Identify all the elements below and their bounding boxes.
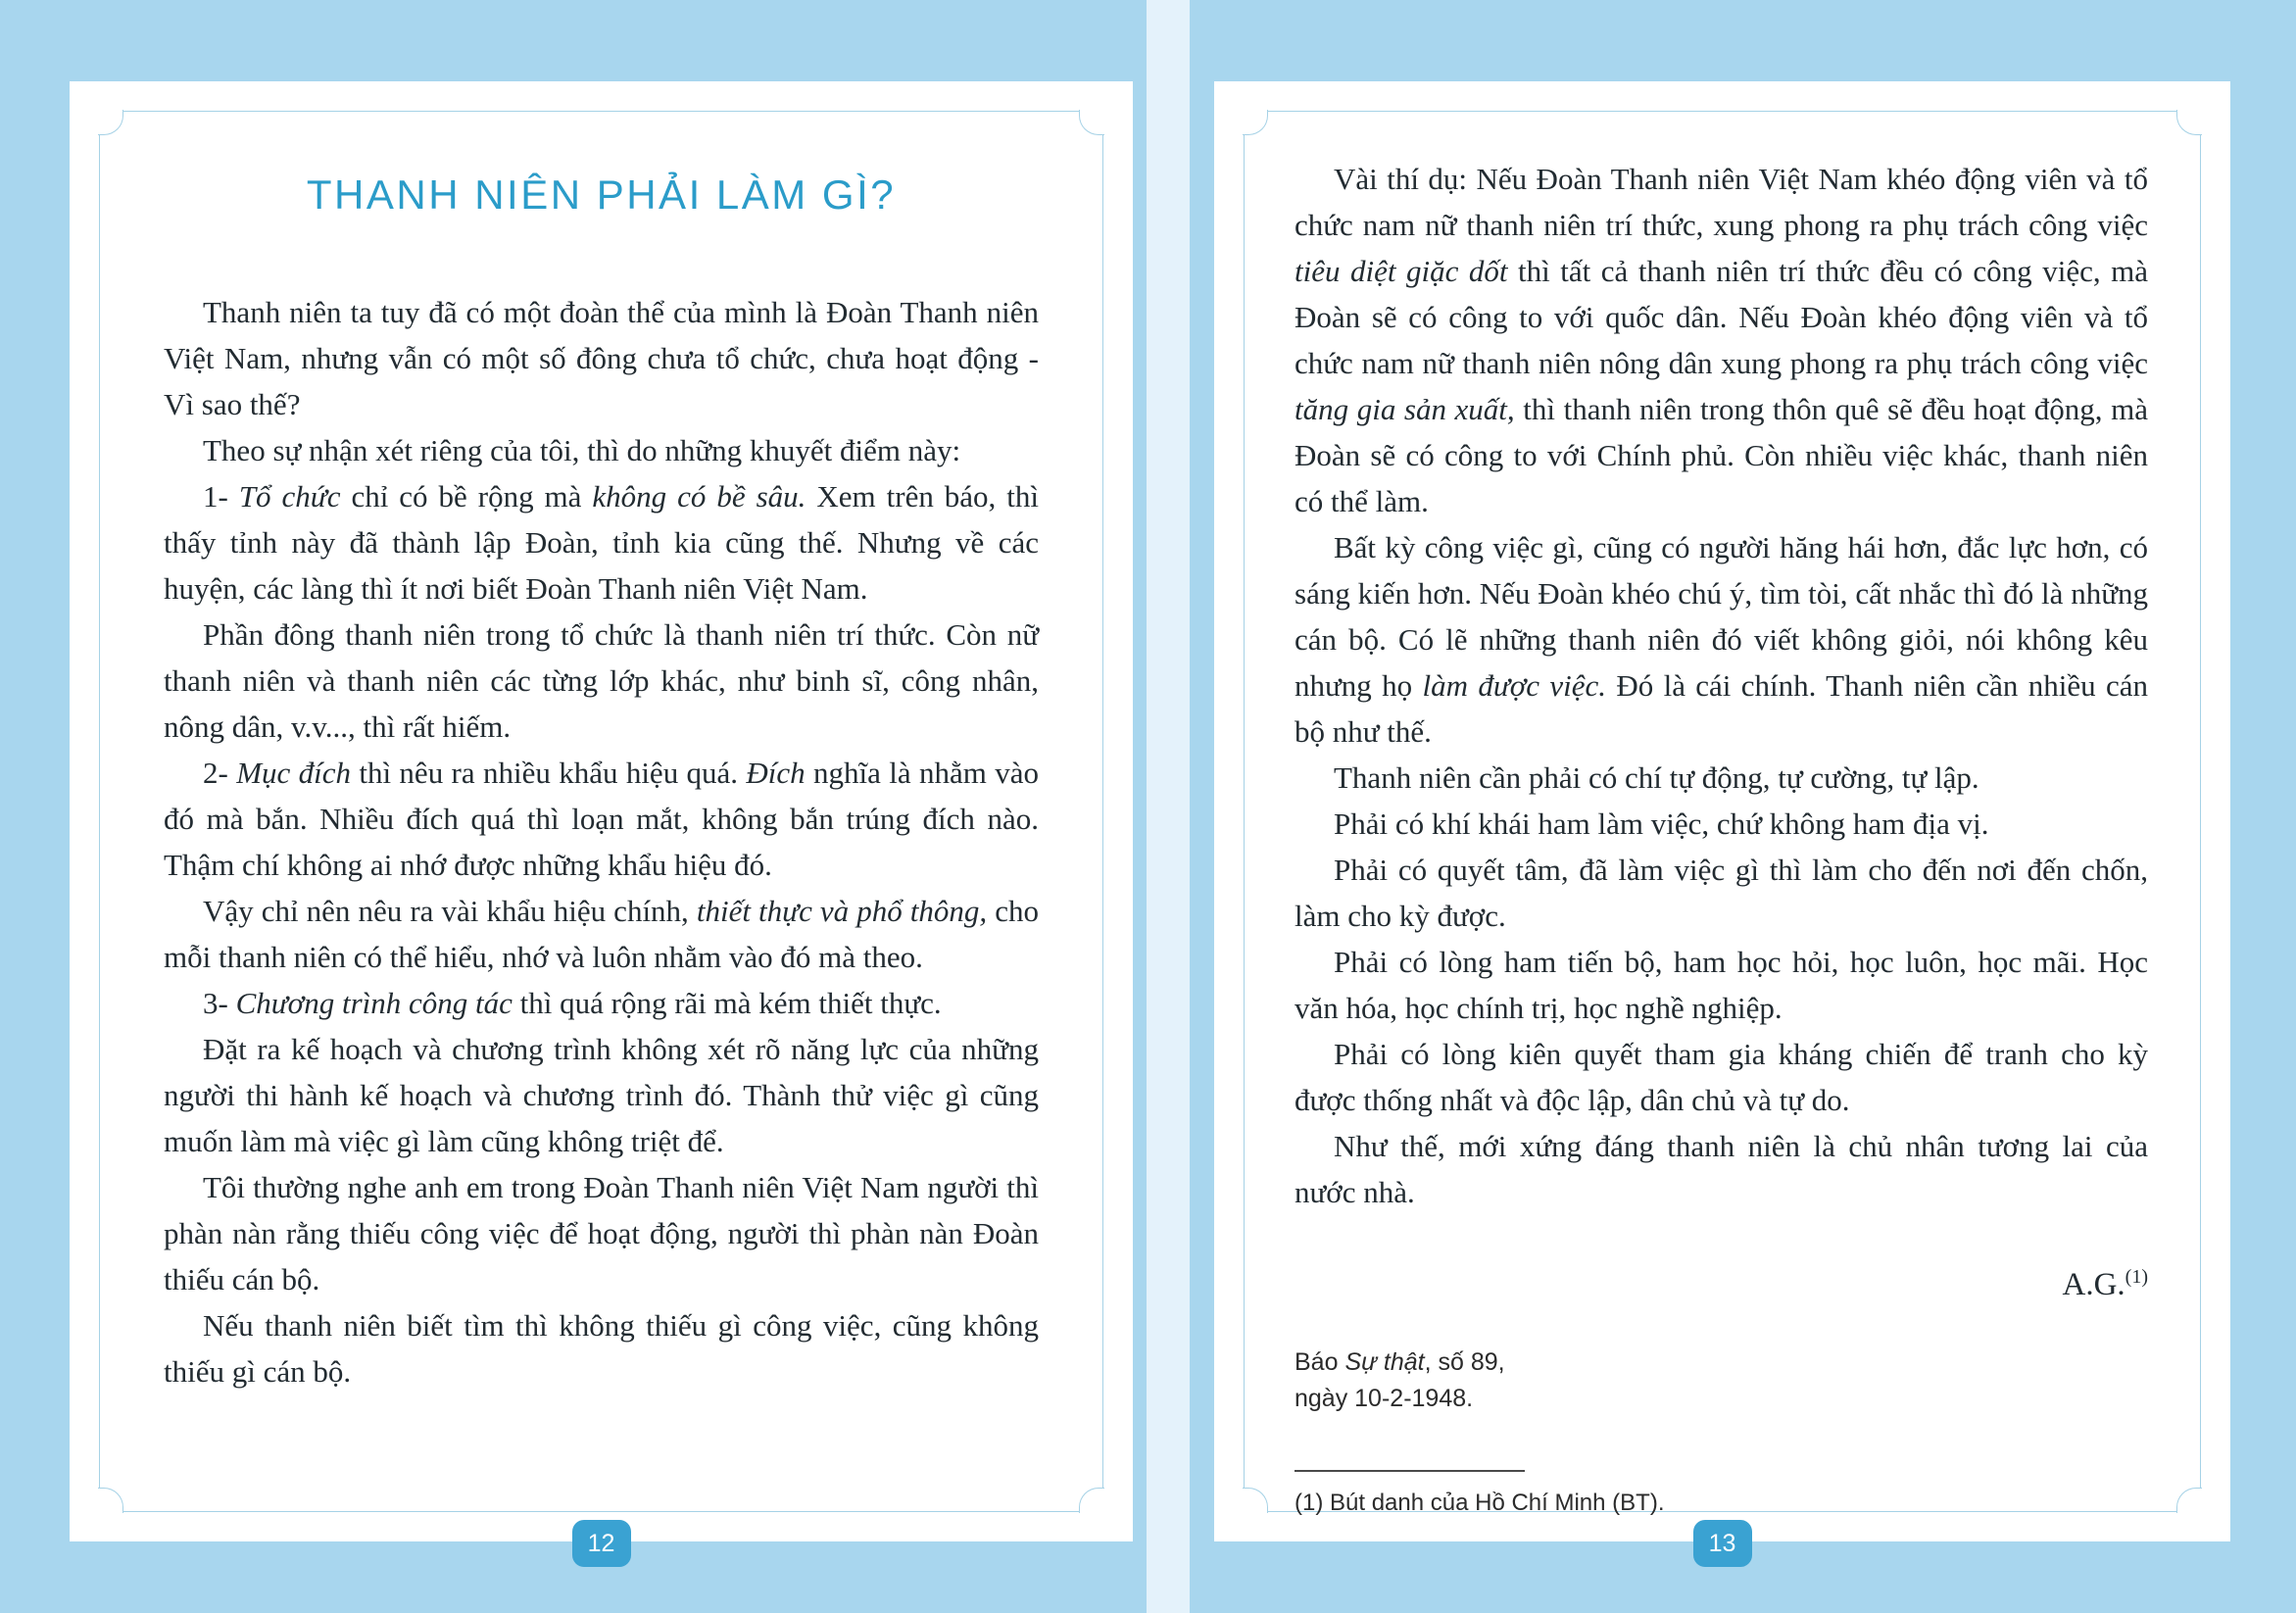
page-title: THANH NIÊN PHẢI LÀM GÌ? — [306, 171, 897, 218]
text-run: thì thanh niên trong thôn quê sẽ đều hoạt động, mà Đoàn sẽ có công to với Chính phủ. Còn nhiều việc khác, thanh niên có thể làm. — [1295, 392, 2148, 518]
text-run: thì tất cả thanh niên trí thức đều có công việc, mà Đoàn sẽ có công to với quốc dân. Nếu Đoàn khéo động viên và tổ chức nam nữ thanh niên nông dân xung phong ra phụ trách công việc — [1295, 254, 2148, 380]
text-run: Báo — [1295, 1348, 1345, 1376]
emphasized-text: Tổ chức — [238, 479, 341, 513]
paragraph — [1295, 1123, 2148, 1215]
paragraph — [1295, 524, 2148, 755]
paragraph — [1295, 847, 2148, 939]
page-left-content — [70, 81, 1133, 1394]
signature-initials: A.G. — [2062, 1267, 2125, 1302]
text-run: Phải có lòng kiên quyết tham gia kháng chiến để tranh cho kỳ được thống nhất và độc lập, dân chủ và tự do. — [1295, 1037, 2148, 1117]
paragraph — [164, 1026, 1039, 1164]
paragraph — [164, 611, 1039, 750]
text-run: nghĩa là nhằm vào đó mà bắn. Nhiều đích quá thì loạn mắt, không bắn trúng đích nào. Thậm chí không ai nhớ được những khẩu hiệu đó. — [164, 756, 1039, 882]
paragraph — [164, 980, 1039, 1026]
paragraph — [1295, 755, 2148, 801]
text-run: 2- — [203, 756, 237, 790]
paragraph — [1295, 801, 2148, 847]
text-run: 1- — [203, 479, 239, 513]
text-run: Vài thí dụ: Nếu Đoàn Thanh niên Việt Nam khéo động viên và tổ chức nam nữ thanh niên trí thức, xung phong ra phụ trách công việc — [1295, 162, 2148, 242]
emphasized-text: tiêu diệt giặc dốt — [1295, 254, 1508, 288]
body-text-left — [164, 289, 1039, 1394]
text-run: Phải có lòng ham tiến bộ, ham học hỏi, học luôn, học mãi. Học văn hóa, học chính trị, học nghề nghiệp. — [1295, 945, 2148, 1025]
text-run: Phải có quyết tâm, đã làm việc gì thì làm cho đến nơi đến chốn, làm cho kỳ được. — [1295, 853, 2148, 933]
text-run: Phần đông thanh niên trong tổ chức là thanh niên trí thức. Còn nữ thanh niên và thanh niên các từng lớp khác, như binh sĩ, công nhân, nông dân, v.v..., thì rất hiếm. — [164, 617, 1039, 744]
text-run: 3- — [203, 986, 236, 1020]
paragraph — [1295, 156, 2148, 524]
text-run: Nếu thanh niên biết tìm thì không thiếu gì công việc, cũng không thiếu gì cán bộ. — [164, 1308, 1039, 1389]
emphasized-text: Sự thật — [1344, 1348, 1425, 1376]
paragraph — [164, 1164, 1039, 1302]
paragraph — [164, 1302, 1039, 1394]
paragraph — [164, 750, 1039, 888]
source-line — [1295, 1344, 2148, 1381]
text-run: Như thế, mới xứng đáng thanh niên là chủ nhân tương lai của nước nhà. — [1295, 1129, 2148, 1209]
paragraph — [1295, 1031, 2148, 1123]
text-run: Phải có khí khái ham làm việc, chứ không ham địa vị. — [1334, 806, 1989, 841]
text-run: Thanh niên ta tuy đã có một đoàn thể của mình là Đoàn Thanh niên Việt Nam, nhưng vẫn có một số đông chưa tổ chức, chưa hoạt động - Vì sao thế? — [164, 295, 1039, 421]
emphasized-text: Mục đích — [236, 756, 351, 790]
emphasized-text: làm được việc. — [1422, 668, 1607, 703]
page-right — [1214, 81, 2230, 1557]
emphasized-text: không có bề sâu. — [592, 479, 806, 513]
emphasized-text: thiết thực và phổ thông, — [696, 894, 988, 928]
text-run: ngày 10-2-1948. — [1295, 1385, 1474, 1412]
frame-corner-icon — [98, 1488, 123, 1513]
signature — [1295, 1266, 2148, 1303]
text-run: thì quá rộng rãi mà kém thiết thực. — [512, 986, 942, 1020]
text-run: Bất kỳ công việc gì, cũng có người hăng hái hơn, đắc lực hơn, có sáng kiến hơn. Nếu Đoàn khéo chú ý, tìm tòi, cất nhắc thì đó là những cán bộ. Có lẽ những thanh niên đó viết không giỏi, nói không kêu nhưng họ — [1295, 530, 2148, 703]
page-number-badge: 13 — [1693, 1520, 1752, 1567]
emphasized-text: Đích — [746, 756, 806, 790]
paragraph — [1295, 939, 2148, 1031]
paragraph — [164, 888, 1039, 980]
text-run: Theo sự nhận xét riêng của tôi, thì do những khuyết điểm này: — [203, 433, 961, 467]
footnote-divider — [1295, 1470, 1525, 1472]
page-gutter — [1147, 0, 1190, 1613]
source-line — [1295, 1381, 2148, 1417]
body-text-right — [1295, 156, 2148, 1215]
paragraph — [164, 427, 1039, 473]
emphasized-text: tăng gia sản xuất, — [1295, 392, 1515, 426]
frame-corner-icon — [1079, 1488, 1104, 1513]
page-number-badge: 12 — [572, 1520, 631, 1567]
text-run: Tôi thường nghe anh em trong Đoàn Thanh niên Việt Nam người thì phàn nàn rằng thiếu công việc để hoạt động, người thì phàn nàn Đoàn thiếu cán bộ. — [164, 1170, 1039, 1296]
emphasized-text: Chương trình công tác — [235, 986, 513, 1020]
text-run: thì nêu ra nhiều khẩu hiệu quá. — [351, 756, 747, 790]
text-run: Vậy chỉ nên nêu ra vài khẩu hiệu chính, — [203, 894, 697, 928]
text-run: chỉ có bề rộng mà — [340, 479, 593, 513]
text-run: Đặt ra kế hoạch và chương trình không xét rõ năng lực của những người thi hành kế hoạch và chương trình đó. Thành thử việc gì cũng muốn làm mà việc gì làm cũng không triệt để. — [164, 1032, 1039, 1158]
source-citation — [1295, 1344, 2148, 1417]
footnote-reference: (1) — [2125, 1266, 2148, 1288]
text-run: Thanh niên cần phải có chí tự động, tự cường, tự lập. — [1334, 760, 1979, 795]
page-right-content — [1214, 81, 2230, 1517]
page-left — [70, 81, 1133, 1557]
paragraph — [164, 289, 1039, 427]
text-run: Đó là cái chính. Thanh niên cần nhiều cán bộ như thế. — [1295, 668, 2148, 749]
text-run: cho mỗi thanh niên có thể hiểu, nhớ và luôn nhằm vào đó mà theo. — [164, 894, 1040, 974]
footnote-text: (1) Bút danh của Hồ Chí Minh (BT). — [1295, 1490, 1665, 1516]
paragraph — [164, 473, 1039, 611]
text-run: Xem trên báo, thì thấy tỉnh này đã thành lập Đoàn, tỉnh kia cũng thế. Nhưng về các huyện, các làng thì ít nơi biết Đoàn Thanh niên Việt Nam. — [164, 479, 1040, 606]
text-run: , số 89, — [1424, 1348, 1505, 1376]
